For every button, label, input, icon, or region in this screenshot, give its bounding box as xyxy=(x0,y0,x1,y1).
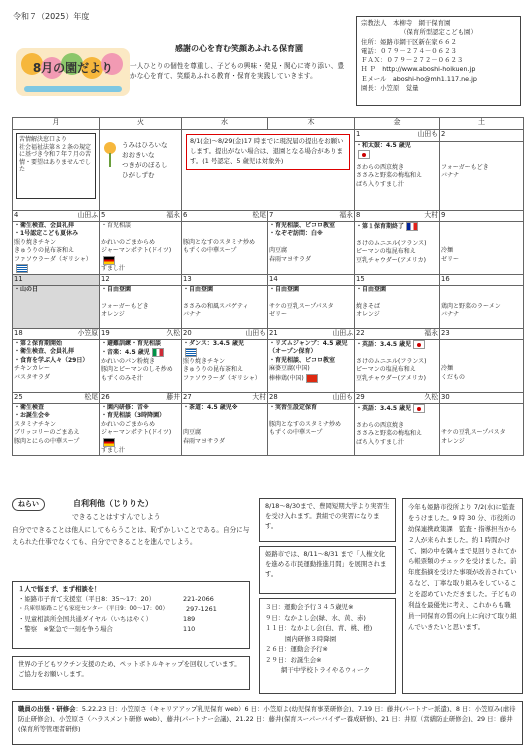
date-14: 14 xyxy=(269,275,278,283)
staff-training-box xyxy=(12,701,523,745)
org-hp-link[interactable]: Ｈ Ｐ http://www.aboshi-hoikuen.jp xyxy=(361,65,476,74)
date-11: 11 xyxy=(14,275,23,283)
aim-subtitle: できることはすすんでしよう xyxy=(72,512,161,521)
motto-body: 一人ひとりの個性を尊重し、子どもの興味・発見・関心に寄り添い、豊かな心を育て、笑顔あふれる教育・保育を実践していきます。 xyxy=(130,62,345,81)
germany-flag-icon xyxy=(103,438,115,447)
staff-label: 職員の出張・研修会 xyxy=(18,705,76,713)
event-item: ９日：なかよし会(緑、水、黄、赤) xyxy=(265,613,366,622)
day-cell: ・第１保育期終了 さけのムニエル(フランス) ピーマンの塩昆布和え 豆乳チャウダー(アメリカ) xyxy=(355,222,440,275)
japan-flag-icon xyxy=(413,404,425,413)
day-cell: ・避難訓練・育児相談 ・音楽：4.5 歳児 かれいのパン粉焼き 豚肉とピーマンのしそ炒め もずくのみそ汁 xyxy=(100,340,182,393)
duty-staff: 小笠原 xyxy=(77,329,98,337)
day-cell: ・自由登園 焼きそば オレンジ xyxy=(355,286,440,329)
day-cell: ・ダンス：3.4.5 歳児 照り焼きチキン きゅうりの昆布茶和え ファソウラーダ（ギリシャ） xyxy=(182,340,268,393)
event-taiko: ・和太鼓：4.5 歳児 xyxy=(356,142,411,150)
human-rights-notice: 姫路市では、8/11～8/31 まで「人権文化を進める市民運動推進月間」を展開されます。 xyxy=(259,546,396,594)
japan-flag-icon xyxy=(358,150,370,159)
day-cell: ・リズムジャンプ：4.5 歳児 （オープン保育） ・育児相談、ピコロ教室 麻婆豆腐(中国) 棒棒鶏(中国) xyxy=(268,340,355,393)
org-email-link[interactable]: Ｅメール aboshi-ho@mh1.117.ne.jp xyxy=(361,74,477,83)
flower-illustration xyxy=(101,140,119,170)
event-item: １１日：なかよし会(白、青、桃、橙) xyxy=(265,624,373,633)
org-name: 宗教法人 本柳寺 網干保育園 xyxy=(361,19,451,27)
day-cell: ・衛生検査、会員礼拝 ・1号認定こども夏休み 照り焼きチキン きゅうりの昆布茶和え ファソウラーダ（ギリシャ） xyxy=(13,222,100,275)
event-item: ３日：運動会予行３４５歳児※ xyxy=(265,603,354,611)
aim-section xyxy=(12,498,252,580)
day-cell: ・園内研修：音※ ・育児相談（3時降園） かれいのごまからめ ジャーマンポテト(ドイツ) すまし汁 xyxy=(100,404,182,456)
duty-staff: 大村 xyxy=(252,393,266,401)
duty-staff: 山田ふ xyxy=(77,211,98,219)
date-2: 2 xyxy=(441,130,446,138)
aim-title: 自利利他（じりりた） xyxy=(73,499,153,509)
trainee-notice: 8/18～8/30まで、豊岡短期大学より実習生を受け入れます。貴組での実習になります。 xyxy=(259,498,396,542)
day-cell: ・実習生設定保育 豚肉となすのスタミナ炒め もずくの中華スープ xyxy=(268,404,355,456)
date-22: 22 xyxy=(356,329,365,337)
day-cell: 鶏肉と野菜のラーメン バナナ xyxy=(440,286,524,329)
duty-staff: 福永 xyxy=(424,329,438,337)
fiscal-year: 令和７（2025）年度 xyxy=(13,12,90,21)
date-19: 19 xyxy=(101,329,110,337)
duty-staff: 松尾 xyxy=(252,211,266,219)
day-cell: ・自由登園 サケの豆乳スープパスタ ゼリー xyxy=(268,286,355,329)
staff-body: ：5.22.23 日：小笠原さ（キャリアアップ乳児保育 web）6 日：小笠原よ(幼児保育事業研修会)、7.19 日：藤井(パートナー派遣)、8 日：小笠原み(虐待防止研修会)、小笠原さ（ハラスメント研修 web）、藤井(パートナー会議)、21.22 日：藤井(保育スーパーバイザー養成研修)、21 日：井原（営繕防止研修会)、29 日：藤井(保育所等管理者研修) xyxy=(18,705,516,733)
org-address: 住所：姫路市網干区新在家６６２ xyxy=(361,37,457,46)
duty-staff: 山田も xyxy=(332,393,353,401)
date-27: 27 xyxy=(183,393,192,401)
day-cell: 冷麺 ゼリー xyxy=(440,222,524,275)
date-30: 30 xyxy=(441,393,450,401)
date-28: 28 xyxy=(269,393,278,401)
day-cell: ・茶道：4.5 歳児※ 肉豆腐 春雨マヨサラダ xyxy=(182,404,268,456)
day-cell: ・自由登園 フォーガーもどき オレンジ xyxy=(100,286,182,329)
weekday-sat: 土 xyxy=(440,118,524,130)
vaccine-notice: 世界の子どもワクチン支援のため、ペットボトルキャップを回収しています。ご協力をお願いします。 xyxy=(12,656,250,690)
day-cell: ・第２保育期開始 ・衛生検査、会員礼拝 ・食育を学ぶ人々（29日） チキンカレー バスタサラダ xyxy=(13,340,100,393)
day-cell: ・英語：3.4.5 歳児 さけのムニエル(フランス) ピーマンの塩昆布和え 豆乳チャウダー(アメリカ) xyxy=(355,340,440,393)
monthly-calendar xyxy=(12,117,524,456)
date-5: 5 xyxy=(101,211,106,219)
holiday-cell: ・山の日 xyxy=(13,286,100,329)
date-26: 26 xyxy=(101,393,110,401)
help-box xyxy=(12,581,250,649)
help-title: １人で悩まず、まず相談を！ xyxy=(18,585,101,593)
duty-staff: 山田も xyxy=(245,329,266,337)
org-tel: 電話：０７９－２７４－０６２３ xyxy=(361,46,457,55)
events-box xyxy=(259,598,396,694)
date-29: 29 xyxy=(356,393,365,401)
date-6: 6 xyxy=(183,211,188,219)
date-8: 8 xyxy=(356,211,361,219)
help-row: ・兵庫県姫路こども家庭センター（平日9：00～17：00） 297-1261 xyxy=(18,604,217,613)
status-report-notice: 8/1(金)～8/29(金)17 時までに現況届の提出をお願いします。提出がない場合は、退園となる場合があります。(1 号認定、5 歳児は対象外) xyxy=(186,134,350,170)
menu-text: フォーガーもどき バナナ xyxy=(441,164,489,180)
day-cell: ・衛生検査 ・お誕生会※ スタミナチキン ブリッコリーのごまあえ 豚肉とにらの中華スープ xyxy=(13,404,100,456)
day-cell: ・自由登園 ささみの和風スパゲティ バナナ xyxy=(182,286,268,329)
menu-text: さわらの西京焼き ささみと野菜の梅塩和え ばち入りすまし汁 xyxy=(356,163,423,188)
newsletter-logo xyxy=(14,38,132,106)
help-row: ・児童相談所全国共通ダイヤル（いちはやく） 189 xyxy=(18,614,196,623)
day-cell: ・英語：3.4.5 歳児 さわらの西京焼き ささみと野菜の梅塩和え ばち入りすまし汁 xyxy=(355,404,440,456)
date-21: 21 xyxy=(269,329,278,337)
greece-flag-icon xyxy=(185,348,197,357)
day-cell: サケの豆乳スープパスタ オレンジ xyxy=(440,404,524,456)
day-cell: 冷麺 くだもの xyxy=(440,340,524,393)
day-cell: 豚肉となすのスタミナ炒め もずくの中華スープ xyxy=(182,222,268,275)
duty-staff: 久松 xyxy=(166,329,180,337)
duty-staff: 大村 xyxy=(424,211,438,219)
aim-label: ねらい xyxy=(12,498,45,511)
weekday-tue: 火 xyxy=(100,118,182,130)
date-9: 9 xyxy=(441,211,446,219)
day-cell: ・育児相談、ピコロ教室 ・なぞぞ訪問：白※ 肉豆腐 春雨マヨサラダ xyxy=(268,222,355,275)
audit-report: 今年も姫路市役所より 7/2(水)に監査をうけました。9 時 30 分、市役所の幼保連携政策課 監査・指導担当から２人が来られました。約１時間かけて、園の中を隅々まで見回りされてから帳票類のチェックを受けました。前年度指摘を受けた事項が改善されているなど、丁寧な取り組みをしていることを認めていただきました。子どもの利益を最優先に考え、これからも職員一同保育の質の向上に向けて取り組んでいきたいと思います。 xyxy=(402,498,523,694)
event-item: ２９日：お誕生会※ xyxy=(265,655,322,664)
duty-staff: 福永 xyxy=(339,211,353,219)
date-1: 1 xyxy=(356,130,361,138)
greece-flag-icon xyxy=(16,264,28,273)
date-13: 13 xyxy=(183,275,192,283)
china-flag-icon xyxy=(306,374,318,383)
org-fax: ＦＡＸ：０７９－２７２－０６２３ xyxy=(361,56,464,65)
event-item: 網干中学校トライやるウィーク xyxy=(281,666,370,675)
summer-poem: うみはひろいな おおきいな つきがのぼるし ひがしずむ xyxy=(122,141,168,180)
org-type: （保育所型認定こども園） xyxy=(400,28,477,37)
event-item: 園内研修３時降園 xyxy=(285,634,337,643)
date-23: 23 xyxy=(441,329,450,337)
date-18: 18 xyxy=(14,329,23,337)
weekday-thu: 木 xyxy=(268,118,355,130)
weekday-fri: 金 xyxy=(355,118,440,130)
help-row: ・姫路市子育て支援室（平日8：35～17：20） 221-2066 xyxy=(18,594,214,603)
motto-section xyxy=(130,42,348,114)
org-info-box xyxy=(356,16,521,106)
date-16: 16 xyxy=(441,275,450,283)
duty-staff: 松尾 xyxy=(84,393,98,401)
germany-flag-icon xyxy=(103,256,115,265)
event-item: ２６日：運動会予行※ xyxy=(265,645,328,654)
date-4: 4 xyxy=(14,211,19,219)
date-15: 15 xyxy=(356,275,365,283)
duty-staff: 山田ふ xyxy=(332,329,353,337)
duty-staff: 福永 xyxy=(166,211,180,219)
duty-staff: 山田も xyxy=(417,130,438,138)
date-20: 20 xyxy=(183,329,192,337)
duty-staff: 久松 xyxy=(424,393,438,401)
weekday-wed: 水 xyxy=(182,118,268,130)
help-row: ・警察 ※緊急で一刻を争う場合 110 xyxy=(18,624,196,633)
complaint-box: 苦情解決窓口より 社会福祉法第８２条の規定に基づき令和７年７月の苦情・要望はありませんでした xyxy=(16,133,96,199)
aim-body: 自分でできることは他人にしてもらうことは、恥ずかしいことである。自分に与えられた仕事でなくても、自分でできることを進んでしよう。 xyxy=(12,526,250,546)
date-12: 12 xyxy=(101,275,110,283)
italy-flag-icon xyxy=(152,348,164,357)
weekday-mon: 月 xyxy=(13,118,100,130)
japan-flag-icon xyxy=(413,340,425,349)
motto-title: 感謝の心を育む笑顔あふれる保育園 xyxy=(175,44,303,53)
svg-text:8月の園だより: 8月の園だより xyxy=(32,61,114,75)
date-7: 7 xyxy=(269,211,274,219)
duty-staff: 藤井 xyxy=(166,393,180,401)
date-25: 25 xyxy=(14,393,23,401)
france-flag-icon xyxy=(406,222,418,231)
org-director: 園長：小笠原 覚量 xyxy=(361,83,419,92)
day-cell: ・育児相談 かれいのごまからめ ジャーマンポテト(ドイツ) すまし汁 xyxy=(100,222,182,275)
